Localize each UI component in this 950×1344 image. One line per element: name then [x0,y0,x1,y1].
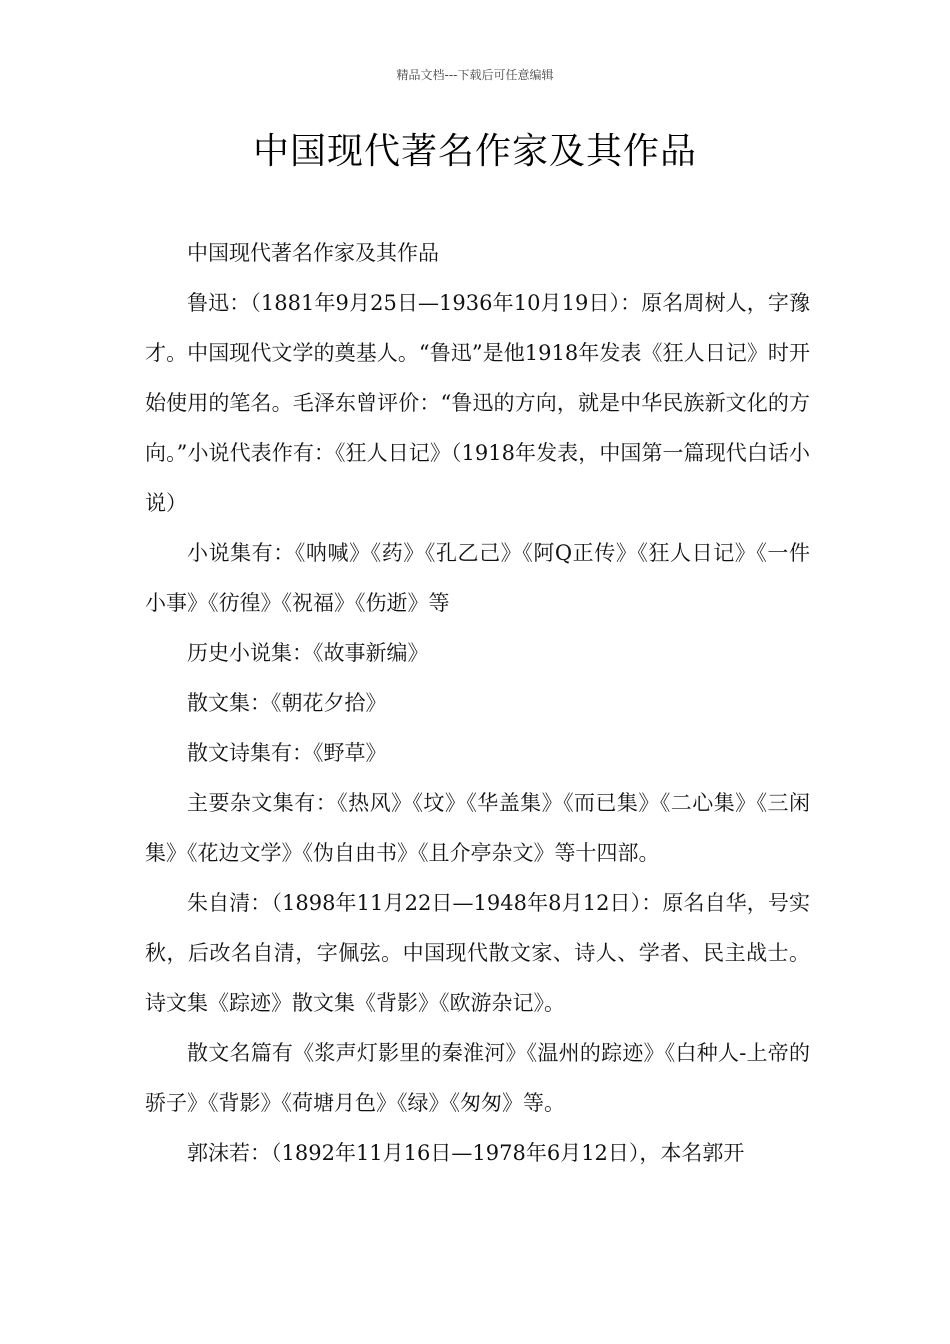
document-body [145,228,810,1178]
paragraph-lu-xun-miscellanies: 主要杂文集有：《热风》《坟》《华盖集》《而已集》《二心集》《三闲集》《花边文学》《伪自由书》《且介亭杂文》等十四部。 [145,791,810,865]
paragraph-zhu-ziqing-essays: 散文名篇有《浆声灯影里的秦淮河》《温州的踪迹》《白种人-上帝的骄子》《背影》《荷塘月色》《绿》《匆匆》等。 [145,1041,810,1115]
paragraph-lu-xun-essays: 散文集：《朝花夕拾》 [187,691,387,715]
paragraph-guo-moruo: 郭沫若：（1892年11月16日—1978年6月12日），本名郭开 [187,1141,745,1165]
paragraph-lu-xun-prose-poems: 散文诗集有：《野草》 [187,741,387,765]
header-note: 精品文档---下载后可任意编辑 [396,68,554,82]
paragraph-subtitle: 中国现代著名作家及其作品 [187,241,439,265]
paragraph-lu-xun: 鲁迅：（1881年9月25日—1936年10月19日）：原名周树人，字豫才。中国现代文学的奠基人。“鲁迅”是他1918年发表《狂人日记》时开始使用的笔名。毛泽东曾评价：“鲁迅的方向，就是中华民族新文化的方向。”小说代表作有：《狂人日记》（1918年发表，中国第一篇现代白话小说） [145,291,810,515]
document-title: 中国现代著名作家及其作品 [252,131,697,172]
paragraph-lu-xun-novels: 小说集有：《呐喊》《药》《孔乙己》《阿Q正传》《狂人日记》《一件小事》《彷徨》《祝福》《伤逝》等 [145,541,810,615]
paragraph-zhu-ziqing: 朱自清：（1898年11月22日—1948年8月12日）：原名自华，号实秋，后改名自清，字佩弦。中国现代散文家、诗人、学者、民主战士。诗文集《踪迹》散文集《背影》《欧游杂记》。 [145,891,810,1015]
paragraph-lu-xun-historical-novels: 历史小说集：《故事新编》 [187,641,429,665]
